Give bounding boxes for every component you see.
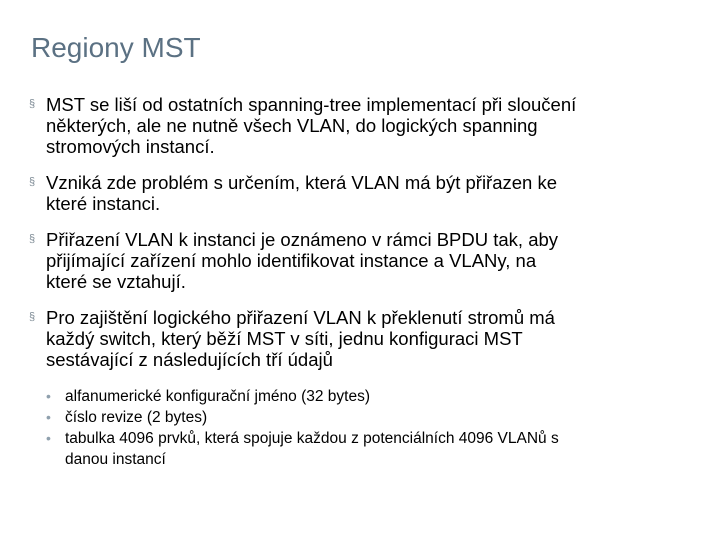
bullet-item bbox=[29, 229, 689, 292]
dot-bullet-icon: • bbox=[46, 409, 51, 425]
square-bullet-icon: § bbox=[29, 233, 36, 245]
square-bullet-icon: § bbox=[29, 311, 36, 323]
sub-bullet-text: tabulka 4096 prvků, která spojuje každou z potenciálních 4096 VLANů s danou instancí bbox=[65, 430, 559, 468]
bullet-text: Vzniká zde problém s určením, která VLAN má být přiřazen ke které instanci. bbox=[46, 172, 558, 214]
sub-bullet-item bbox=[46, 407, 689, 428]
bullet-text: Přiřazení VLAN k instanci je oznámeno v rámci BPDU tak, aby přijímající zařízení mohlo identifikovat instance a VLANy, na které se vztahují. bbox=[46, 229, 559, 292]
bullet-item bbox=[29, 172, 689, 214]
sub-bullet-text: číslo revize (2 bytes) bbox=[65, 409, 208, 426]
bullet-item bbox=[29, 307, 689, 370]
bullet-text: MST se liší od ostatních spanning-tree implementací při sloučení některých, ale ne nutně všech VLAN, do logických spanning stromových instancí. bbox=[46, 94, 577, 157]
dot-bullet-icon: • bbox=[46, 430, 51, 446]
bullet-item bbox=[29, 94, 689, 157]
sub-bullet-text: alfanumerické konfigurační jméno (32 bytes) bbox=[65, 388, 370, 405]
sub-bullet-item bbox=[46, 428, 689, 470]
square-bullet-icon: § bbox=[29, 176, 36, 188]
bullet-text: Pro zajištění logického přiřazení VLAN k překlenutí stromů má každý switch, který běží MST v síti, jednu konfiguraci MST sestávající z následujících tří údajů bbox=[46, 307, 555, 370]
sub-bullet-item bbox=[46, 386, 689, 407]
slide-content bbox=[29, 94, 689, 470]
slide-title: Regiony MST bbox=[31, 32, 201, 63]
dot-bullet-icon: • bbox=[46, 388, 51, 404]
sub-bullet-list bbox=[29, 386, 689, 470]
square-bullet-icon: § bbox=[29, 98, 36, 110]
